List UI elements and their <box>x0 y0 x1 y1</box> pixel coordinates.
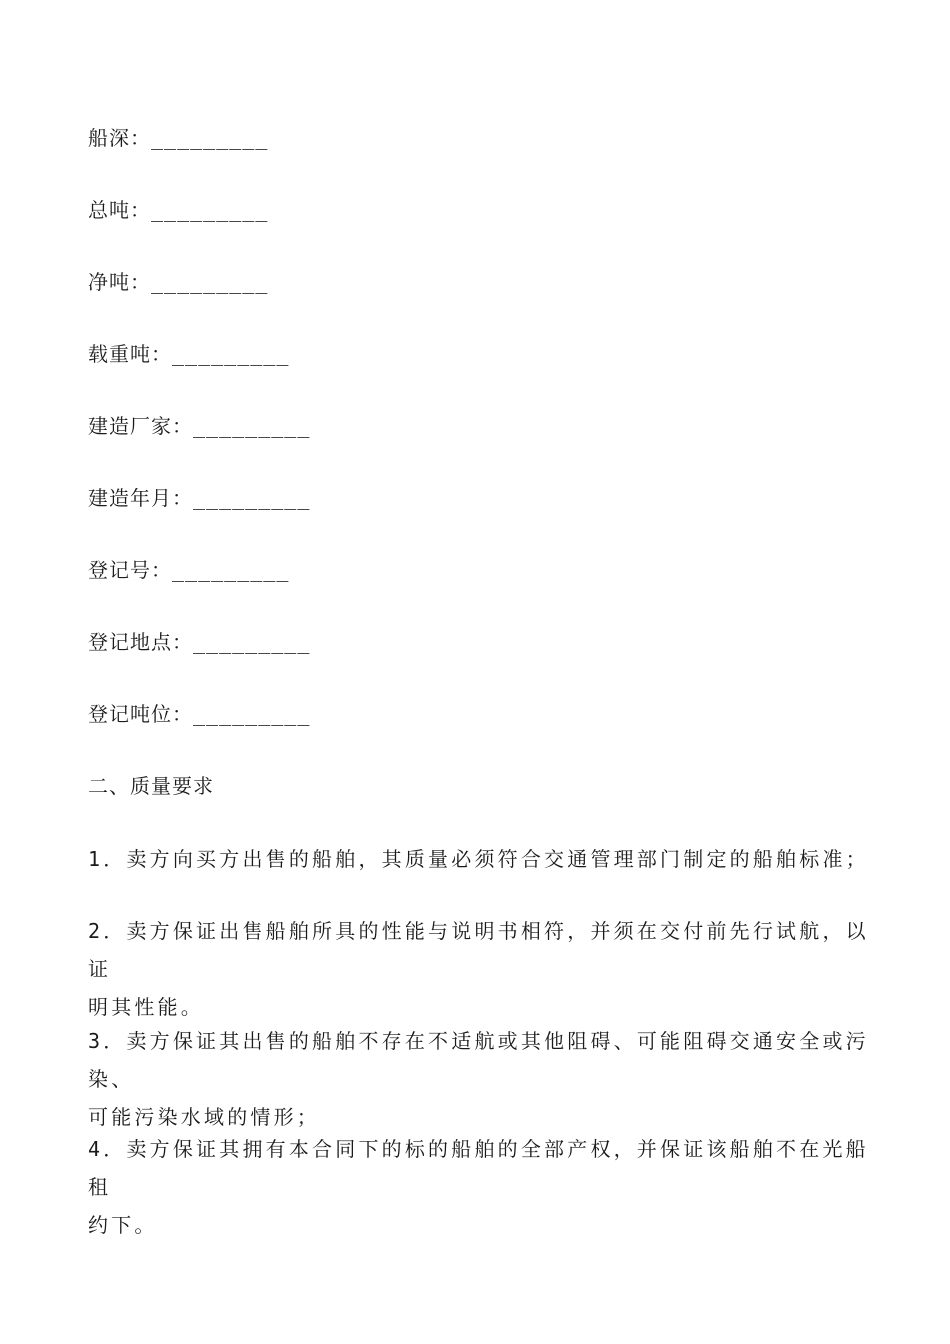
clause-3-line-1: 3．卖方保证其出售的船舶不存在不适航或其他阻碍、可能阻碍交通安全或污染、 <box>88 1029 869 1091</box>
field-registered-tonnage: 登记吨位：_________ <box>88 702 311 726</box>
clause-2 <box>88 912 878 1026</box>
clause-2-line-2: 明其性能。 <box>88 995 204 1019</box>
field-build-date: 建造年月：_________ <box>88 486 311 510</box>
clause-4-line-1: 4．卖方保证其拥有本合同下的标的船舶的全部产权，并保证该船舶不在光船租 <box>88 1137 869 1199</box>
clause-4 <box>88 1130 878 1244</box>
clause-3-line-2: 可能污染水域的情形； <box>88 1105 320 1129</box>
field-registration-number: 登记号：_________ <box>88 558 290 582</box>
clause-1-line-1: 1．卖方向买方出售的船舶，其质量必须符合交通管理部门制定的船舶标准； <box>88 847 869 871</box>
clause-1 <box>88 840 878 878</box>
field-builder: 建造厂家：_________ <box>88 414 311 438</box>
field-ship-depth: 船深：_________ <box>88 126 269 150</box>
section-heading: 二、质量要求 <box>88 774 214 798</box>
clause-2-line-1: 2．卖方保证出售船舶所具的性能与说明书相符，并须在交付前先行试航，以证 <box>88 919 869 981</box>
field-net-tonnage: 净吨：_________ <box>88 270 269 294</box>
clause-4-line-2: 约下。 <box>88 1213 158 1237</box>
field-gross-tonnage: 总吨：_________ <box>88 198 269 222</box>
field-registration-place: 登记地点：_________ <box>88 630 311 654</box>
field-deadweight: 载重吨：_________ <box>88 342 290 366</box>
clause-3 <box>88 1022 878 1136</box>
